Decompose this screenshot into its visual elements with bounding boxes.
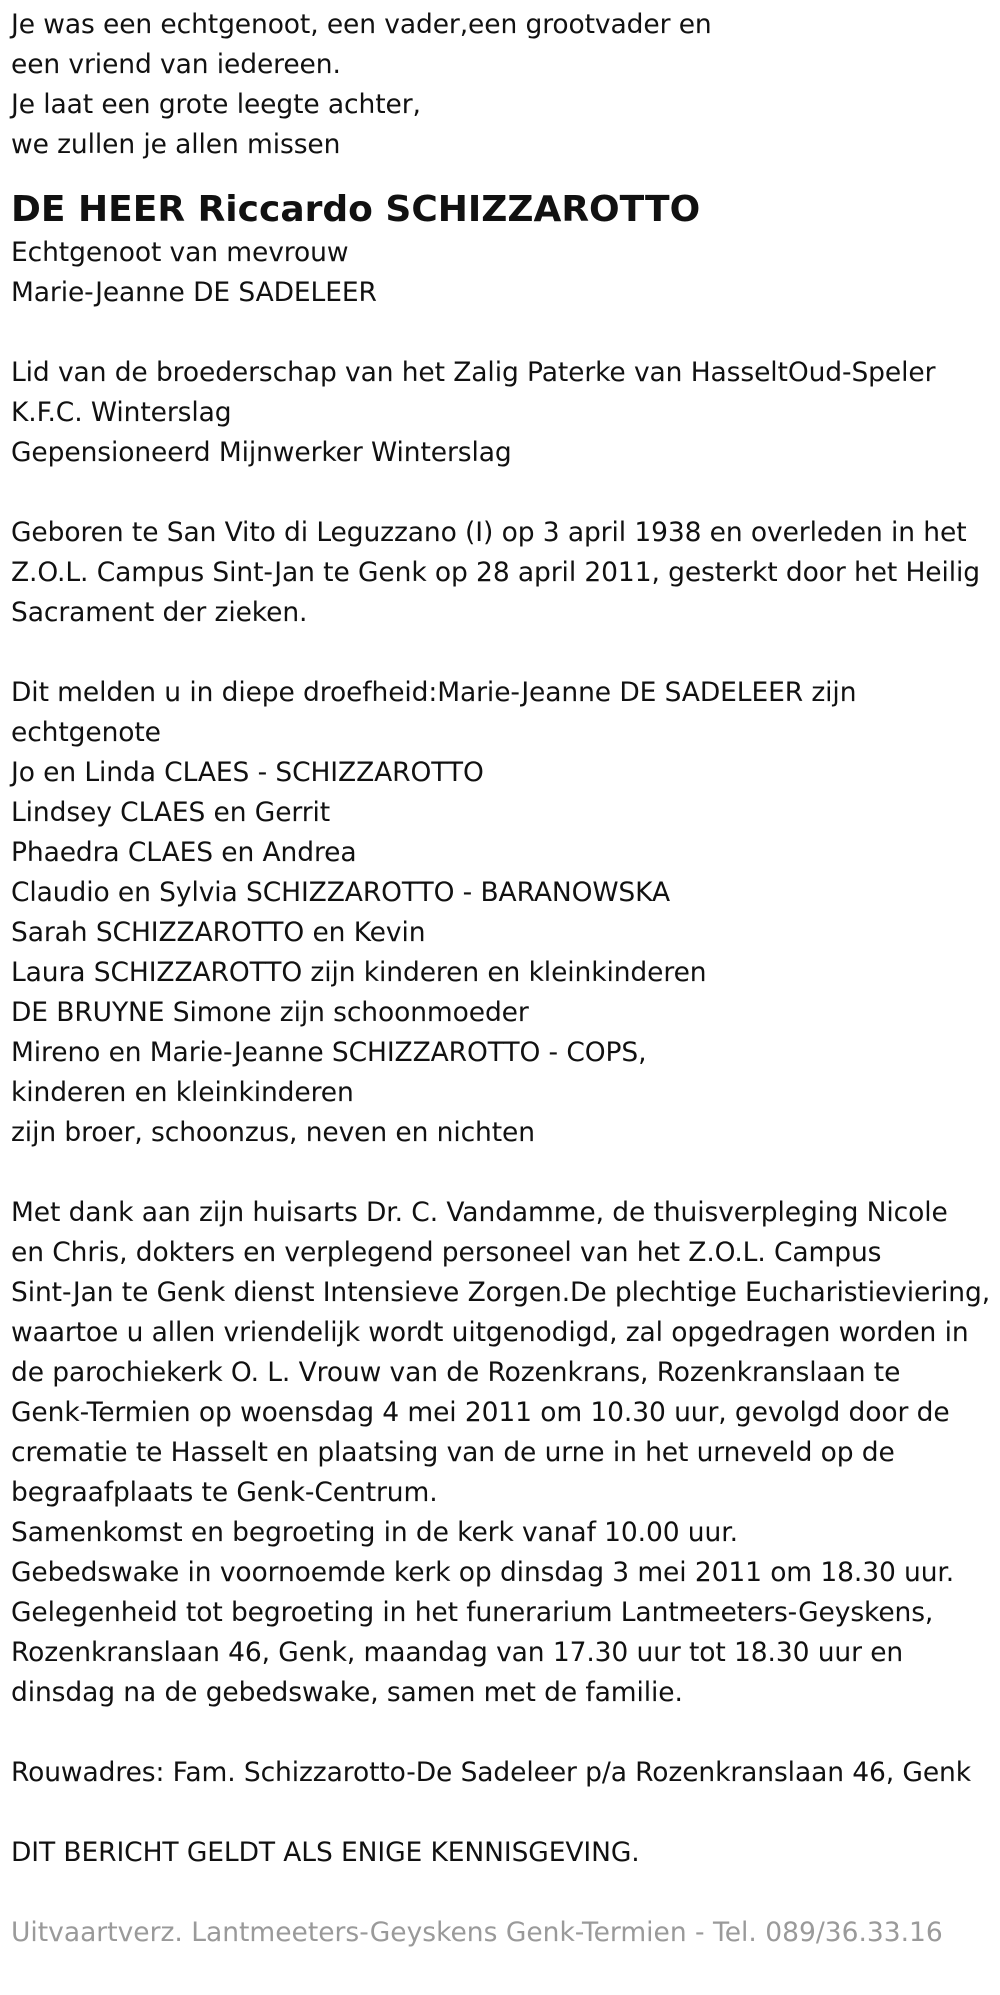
birth-death-block	[11, 513, 1000, 633]
membership-line: K.F.C. Winterslag	[11, 397, 232, 428]
membership-line: Lid van de broederschap van het Zalig Paterke van HasseltOud-Speler	[11, 357, 936, 388]
obituary-page	[0, 5, 1000, 1995]
mourning-address: Rouwadres: Fam. Schizzarotto-De Sadeleer p/a Rozenkranslaan 46, Genk	[11, 1757, 971, 1788]
family-line: Mireno en Marie-Jeanne SCHIZZAROTTO - COPS,	[11, 1037, 647, 1068]
family-line: zijn broer, schoonzus, neven en nichten	[11, 1117, 535, 1148]
ceremony-line: crematie te Hasselt en plaatsing van de urne in het urneveld op de	[11, 1437, 895, 1468]
family-line: Sarah SCHIZZAROTTO en Kevin	[11, 917, 426, 948]
ceremony-line: Samenkomst en begroeting in de kerk vanaf 10.00 uur.	[11, 1517, 738, 1548]
ceremony-line: de parochiekerk O. L. Vrouw van de Rozenkrans, Rozenkranslaan te	[11, 1357, 901, 1388]
ceremony-line: Met dank aan zijn huisarts Dr. C. Vandamme, de thuisverpleging Nicole	[11, 1197, 948, 1228]
ceremony-line: dinsdag na de gebedswake, samen met de familie.	[11, 1677, 683, 1708]
ceremony-line: Genk-Termien op woensdag 4 mei 2011 om 10.30 uur, gevolgd door de	[11, 1397, 950, 1428]
birth-death-line: Geboren te San Vito di Leguzzano (I) op 3 april 1938 en overleden in het	[11, 517, 967, 548]
ceremony-line: Sint-Jan te Genk dienst Intensieve Zorgen.De plechtige Eucharistieviering,	[11, 1277, 991, 1308]
memberships-block	[11, 353, 1000, 473]
birth-death-line: Z.O.L. Campus Sint-Jan te Genk op 28 april 2011, gesterkt door het Heilig	[11, 557, 980, 588]
poem-line: Je was een echtgenoot, een vader,een grootvader en	[11, 9, 712, 40]
membership-line: Gepensioneerd Mijnwerker Winterslag	[11, 437, 512, 468]
ceremony-line: Rozenkranslaan 46, Genk, maandag van 17.30 uur tot 18.30 uur en	[11, 1637, 904, 1668]
deceased-name: DE HEER Riccardo SCHIZZAROTTO	[11, 189, 701, 230]
spouse-block	[11, 233, 1000, 313]
family-line: Claudio en Sylvia SCHIZZAROTTO - BARANOWSKA	[11, 877, 670, 908]
family-line: Dit melden u in diepe droefheid:Marie-Jeanne DE SADELEER zijn	[11, 677, 857, 708]
sole-notice: DIT BERICHT GELDT ALS ENIGE KENNISGEVING.	[11, 1837, 640, 1868]
family-line: Jo en Linda CLAES - SCHIZZAROTTO	[11, 757, 484, 788]
ceremony-line: Gelegenheid tot begroeting in het funerarium Lantmeeters-Geyskens,	[11, 1597, 934, 1628]
birth-death-line: Sacrament der zieken.	[11, 597, 308, 628]
ceremony-line: begraafplaats te Genk-Centrum.	[11, 1477, 438, 1508]
poem	[11, 5, 1000, 165]
funeral-home-footer: Uitvaartverz. Lantmeeters-Geyskens Genk-Termien - Tel. 089/36.33.16	[11, 1917, 943, 1948]
spouse-line: Marie-Jeanne DE SADELEER	[11, 277, 377, 308]
family-block	[11, 673, 1000, 1153]
family-line: Phaedra CLAES en Andrea	[11, 837, 357, 868]
poem-line: we zullen je allen missen	[11, 129, 341, 160]
family-line: Lindsey CLAES en Gerrit	[11, 797, 331, 828]
poem-line: een vriend van iedereen.	[11, 49, 341, 80]
family-line: echtgenote	[11, 717, 161, 748]
ceremony-line: waartoe u allen vriendelijk wordt uitgenodigd, zal opgedragen worden in	[11, 1317, 969, 1348]
family-line: kinderen en kleinkinderen	[11, 1077, 354, 1108]
family-line: Laura SCHIZZAROTTO zijn kinderen en kleinkinderen	[11, 957, 707, 988]
poem-line: Je laat een grote leegte achter,	[11, 89, 421, 120]
ceremony-block	[11, 1193, 1000, 1713]
ceremony-line: Gebedswake in voornoemde kerk op dinsdag 3 mei 2011 om 18.30 uur.	[11, 1557, 955, 1588]
spouse-line: Echtgenoot van mevrouw	[11, 237, 349, 268]
ceremony-line: en Chris, dokters en verplegend personeel van het Z.O.L. Campus	[11, 1237, 882, 1268]
family-line: DE BRUYNE Simone zijn schoonmoeder	[11, 997, 529, 1028]
